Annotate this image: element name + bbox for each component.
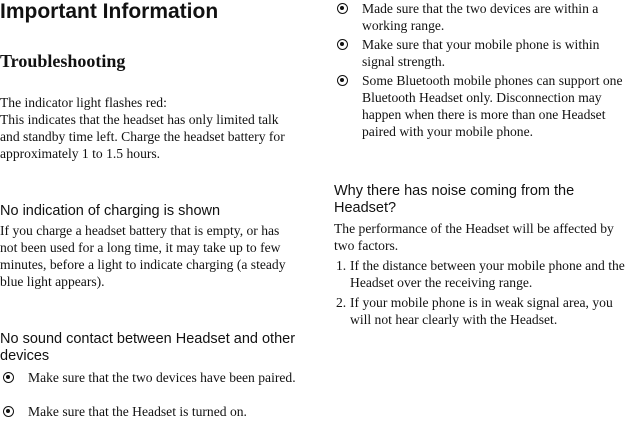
red-flash-heading: The indicator light flashes red: — [0, 95, 167, 110]
list-item-text: Make sure that the Headset is turned on. — [28, 404, 247, 419]
list-item-text: Make sure that the two devices have been paired. — [28, 370, 296, 385]
no-charging-body: If you charge a headset battery that is empty, or has not been used for a long time, it may take up to few minutes, before a light to indicate charging (a steady blue light appears). — [0, 223, 286, 289]
list-item — [0, 403, 300, 420]
list-item — [334, 0, 625, 34]
bullet-icon — [3, 372, 14, 383]
no-sound-heading: No sound contact between Headset and other devices — [0, 331, 296, 364]
bullet-icon — [337, 75, 348, 86]
noise-intro: The performance of the Headset will be affected by two factors. — [334, 221, 614, 253]
list-item — [0, 369, 300, 386]
red-flash-body: This indicates that the headset has only limited talk and standby time left. Charge the headset battery for approximately 1 to 1.5 hours. — [0, 112, 285, 161]
bullet-icon — [337, 3, 348, 14]
list-item — [334, 36, 625, 70]
list-number: 2. — [336, 295, 347, 310]
list-item-text: If your mobile phone is in weak signal area, you will not hear clearly with the Headset. — [350, 295, 613, 327]
list-item-text: Make sure that your mobile phone is within signal strength. — [362, 37, 600, 69]
page-title: Important Information — [0, 0, 219, 23]
list-item-text: If the distance between your mobile phone and the Headset over the receiving range. — [350, 258, 625, 290]
no-charging-heading: No indication of charging is shown — [0, 203, 221, 219]
list-item-text: Made sure that the two devices are within a working range. — [362, 1, 599, 33]
bullet-icon — [337, 39, 348, 50]
bullet-icon — [3, 406, 14, 417]
noise-heading: Why there has noise coming from the Headset? — [334, 183, 575, 216]
section-title: Troubleshooting — [0, 51, 126, 71]
list-item-text: Some Bluetooth mobile phones can support one Bluetooth Headset only. Disconnection may happen when there is more than one Headset paired with your mobile phone. — [362, 73, 623, 139]
list-item — [334, 257, 625, 291]
list-number: 1. — [336, 258, 347, 273]
list-item — [334, 72, 625, 140]
list-item — [334, 294, 625, 328]
